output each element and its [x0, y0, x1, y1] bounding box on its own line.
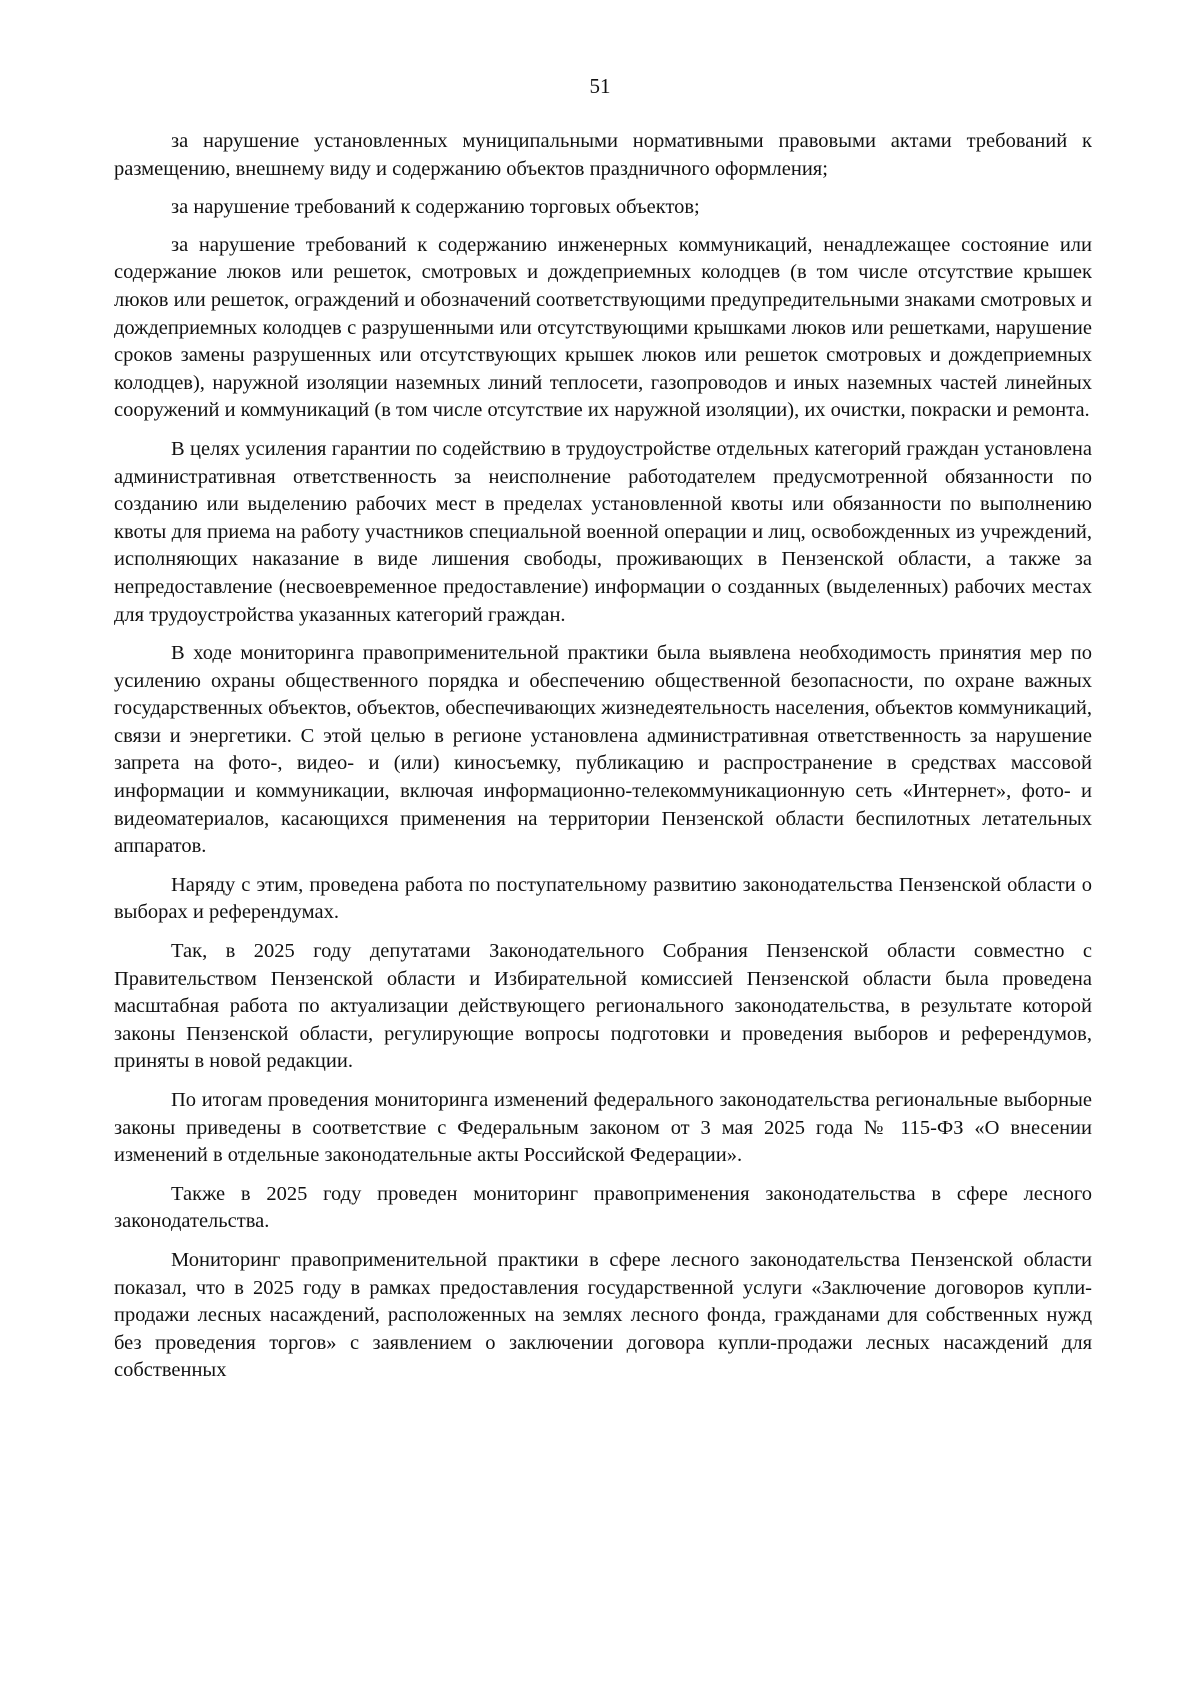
paragraph-legislation-update: Так, в 2025 году депутатами Законодательного Собрания Пензенской области совместно с Правительством Пензенской области и Избирательной комиссией Пензенской области была проведена масштабная работа по актуализации действующего регионального законодательства, в результате которой законы Пензенской области, регулирующие вопросы подготовки и проведения выборов и референдумов, приняты в новой редакции.: [114, 940, 1092, 1073]
paragraph-federal-law-alignment: По итогам проведения мониторинга изменений федерального законодательства региональные выборные законы приведены в соответствие с Федеральным законом от 3 мая 2025 года № 115-ФЗ «О внесении изменений в отдельные законодательные акты Российской Федерации».: [114, 1089, 1092, 1167]
paragraph-forest-practice: Мониторинг правоприменительной практики в сфере лесного законодательства Пензенской области показал, что в 2025 году в рамках предоставления государственной услуги «Заключение договоров купли-продажи лесных насаждений, расположенных на землях лесного фонда, гражданами для собственных нужд без проведения торгов» с заявлением о заключении договора купли-продажи лесных насаждений для собственных: [114, 1248, 1092, 1382]
paragraph-public-order: В ходе мониторинга правоприменительной практики была выявлена необходимость принятия мер по усилению охраны общественного порядка и обеспечению общественной безопасности, по охране важных государственных объектов, объектов, обеспечивающих жизнедеятельность населения, объектов коммуникаций, связи и энергетики. С этой целью в регионе установлена административная ответственность за нарушение запрета на фото-, видео- и (или) киносъемку, публикацию и распространение в средствах массовой информации и коммуникации, включая информационно-телекоммуникационную сеть «Интернет», фото- и видеоматериалов, касающихся применения на территории Пензенской области беспилотных летательных аппаратов.: [114, 642, 1092, 858]
paragraph-trade-objects: за нарушение требований к содержанию торговых объектов;: [171, 196, 700, 219]
paragraph-engineering-communications: за нарушение требований к содержанию инженерных коммуникаций, ненадлежащее состояние или содержание люков или решеток, смотровых и дождеприемных колодцев (в том числе отсутствие крышек люков или решеток, ограждений и обозначений соответствующими предупредительными знаками смотровых и дождеприемных колодцев с разрушенными или отсутствующими крышками люков или решетками, нарушение сроков замены разрушенных или отсутствующих крышек люков или решеток смотровых и дождеприемных колодцев), наружной изоляции наземных линий теплосети, газопроводов и иных наземных частей линейных сооружений и коммуникаций (в том числе отсутствие их наружной изоляции), их очистки, покраски и ремонта.: [114, 233, 1092, 422]
document-body: [114, 128, 1092, 1396]
paragraph-employment-quota: В целях усиления гарантии по содействию в трудоустройстве отдельных категорий граждан установлена административная ответственность за неисполнение работодателем предусмотренной обязанности по созданию или выделению рабочих мест в пределах установленной квоты или обязанности по выполнению квоты для приема на работу участников специальной военной операции и лиц, освобожденных из учреждений, исполняющих наказание в виде лишения свободы, проживающих в Пензенской области, а также за непредоставление (несвоевременное предоставление) информации о созданных (выделенных) рабочих местах для трудоустройства указанных категорий граждан.: [114, 437, 1092, 626]
paragraph-forest-monitoring: Также в 2025 году проведен мониторинг правоприменения законодательства в сфере лесного законодательства.: [114, 1182, 1092, 1233]
page-number: 51: [589, 74, 611, 98]
paragraph-festive-decoration: за нарушение установленных муниципальными нормативными правовыми актами требований к размещению, внешнему виду и содержанию объектов праздничного оформления;: [114, 130, 1092, 180]
paragraph-elections-development: Наряду с этим, проведена работа по поступательному развитию законодательства Пензенской области о выборах и референдумах.: [114, 873, 1092, 924]
